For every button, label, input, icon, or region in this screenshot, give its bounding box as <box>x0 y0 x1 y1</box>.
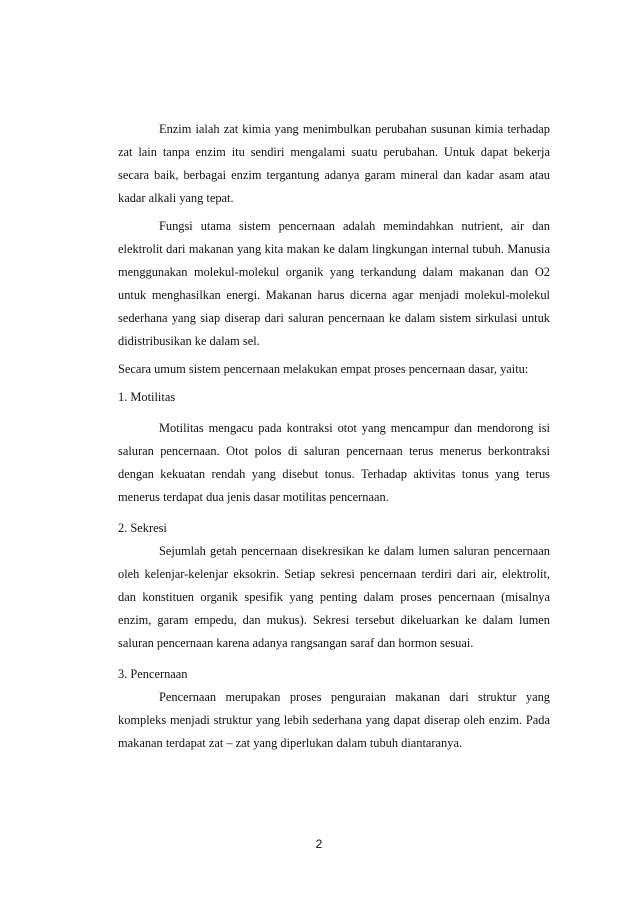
heading-motilitas: 1. Motilitas <box>118 390 176 404</box>
paragraph-fungsi-pencernaan: Fungsi utama sistem pencernaan adalah memindahkan nutrient, air dan elektrolit dari makanan yang kita makan ke dalam lingkungan internal tubuh. Manusia menggunakan molekul-molekul organik yang terkandung dalam makanan dan O2 untuk menghasilkan energi. Makanan harus dicerna agar menjadi molekul-molekul sederhana yang siap diserap dari saluran pencernaan ke dalam sistem sirkulasi untuk didistribusikan ke dalam sel. <box>118 219 550 348</box>
heading-sekresi: 2. Sekresi <box>118 521 167 535</box>
paragraph-enzim: Enzim ialah zat kimia yang menimbulkan perubahan susunan kimia terhadap zat lain tanpa enzim itu sendiri mengalami suatu perubahan. Untuk dapat bekerja secara baik, berbagai enzim tergantung adanya garam mineral dan kadar asam atau kadar alkali yang tepat. <box>118 122 550 205</box>
heading-pencernaan: 3. Pencernaan <box>118 667 188 681</box>
paragraph-proses-dasar: Secara umum sistem pencernaan melakukan empat proses pencernaan dasar, yaitu: <box>118 362 529 376</box>
page-number: 2 <box>315 837 323 851</box>
paragraph-motilitas: Motilitas mengacu pada kontraksi otot yang mencampur dan mendorong isi saluran pencernaan. Otot polos di saluran pencernaan terus menerus berkontraksi dengan kekuatan rendah yang disebut tonus. Terhadap aktivitas tonus yang terus menerus terdapat dua jenis dasar motilitas pencernaan. <box>118 421 550 504</box>
paragraph-sekresi: Sejumlah getah pencernaan disekresikan ke dalam lumen saluran pencernaan oleh kelenjar-kelenjar eksokrin. Setiap sekresi pencernaan terdiri dari air, elektrolit, dan konstituen organik spesifik yang penting dalam proses pencernaan (misalnya enzim, garam empedu, dan mukus). Sekresi tersebut dikeluarkan ke dalam lumen saluran pencernaan karena adanya rangsangan saraf dan hormon sesuai. <box>118 544 550 650</box>
paragraph-pencernaan: Pencernaan merupakan proses penguraian makanan dari struktur yang kompleks menjadi struktur yang lebih sederhana yang dapat diserap oleh enzim. Pada makanan terdapat zat – zat yang diperlukan dalam tubuh diantaranya. <box>118 690 550 750</box>
page-body <box>118 118 550 755</box>
